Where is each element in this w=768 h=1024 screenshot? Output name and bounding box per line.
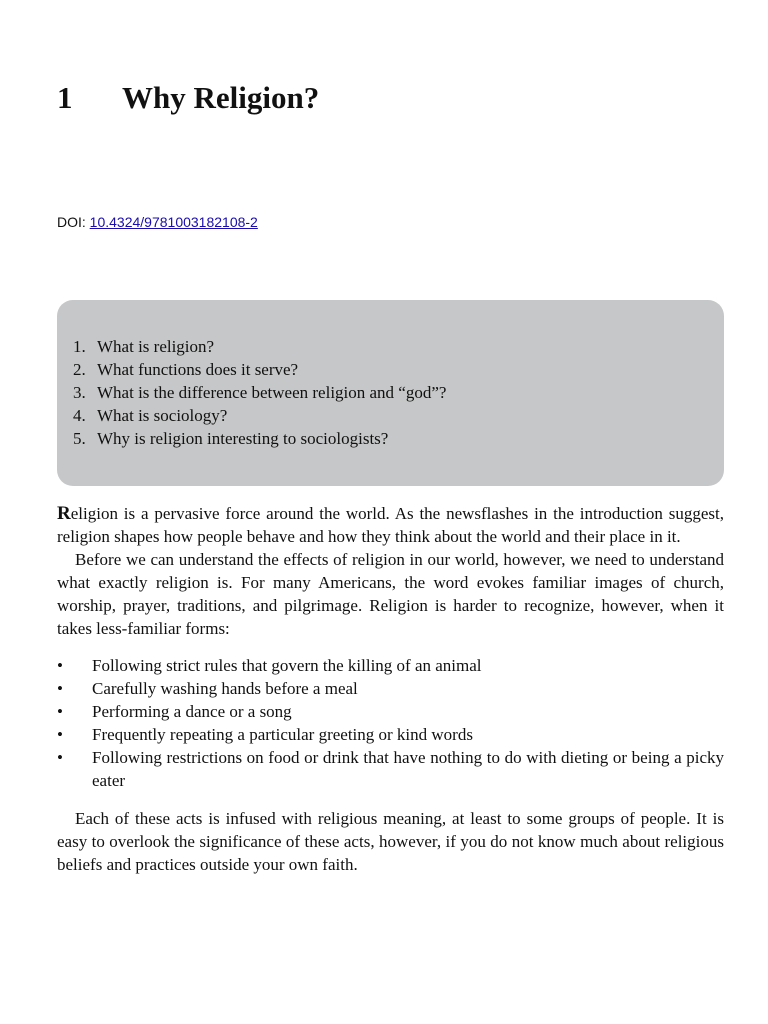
question-number: 3. — [73, 383, 86, 402]
learning-questions-box — [57, 300, 724, 486]
question-number: 2. — [73, 360, 86, 379]
bullet-dot: • — [57, 725, 63, 744]
question-text: Why is religion interesting to sociologists? — [97, 429, 389, 448]
paragraph-3: Each of these acts is infused with religious meaning, at least to some groups of people. It is easy to overlook the significance of these acts, however, if you do not know much about religious beliefs and practices outside your own faith. — [57, 809, 724, 874]
bullet-item — [57, 700, 724, 723]
question-text: What is the difference between religion and “god”? — [97, 383, 447, 402]
question-number: 1. — [73, 337, 86, 356]
question-item — [73, 358, 446, 381]
bullet-dot: • — [57, 702, 63, 721]
bullet-item — [57, 677, 724, 700]
bullet-item — [57, 746, 724, 792]
question-number: 5. — [73, 429, 86, 448]
chapter-heading — [57, 78, 319, 118]
question-item — [73, 335, 446, 358]
chapter-number: 1 — [57, 80, 73, 115]
question-text: What functions does it serve? — [97, 360, 299, 379]
question-number: 4. — [73, 406, 86, 425]
body-text — [57, 502, 724, 876]
question-item — [73, 427, 446, 450]
bullet-dot: • — [57, 748, 63, 767]
bullet-item — [57, 654, 724, 677]
bullet-text: Frequently repeating a particular greeting or kind words — [92, 725, 473, 744]
bullet-text: Performing a dance or a song — [92, 702, 292, 721]
doi-label: DOI: — [57, 214, 90, 230]
bullet-text: Carefully washing hands before a meal — [92, 679, 358, 698]
bullet-dot: • — [57, 656, 63, 675]
bullet-text: Following strict rules that govern the killing of an animal — [92, 656, 482, 675]
drop-cap: R — [57, 503, 71, 524]
doi-link[interactable]: 10.4324/9781003182108-2 — [89, 214, 258, 230]
paragraph-2: Before we can understand the effects of religion in our world, however, we need to understand what exactly religion is. For many Americans, the word evokes familiar images of church, worship, prayer, traditions, and pilgrimage. Religion is harder to recognize, however, when it takes less-familiar forms: — [57, 550, 724, 638]
bullet-list — [57, 654, 724, 792]
bullet-item — [57, 723, 724, 746]
doi-line — [57, 213, 258, 231]
paragraph-1-text: eligion is a pervasive force around the world. As the newsflashes in the introduction suggest, religion shapes how people behave and how they think about the world and their place in it. — [57, 504, 724, 546]
question-item — [73, 404, 446, 427]
question-text: What is religion? — [97, 337, 215, 356]
question-item — [73, 381, 446, 404]
questions-list — [73, 335, 446, 450]
question-text: What is sociology? — [97, 406, 228, 425]
bullet-dot: • — [57, 679, 63, 698]
paragraph-1 — [57, 502, 724, 548]
chapter-title: Why Religion? — [122, 80, 320, 115]
bullet-text: Following restrictions on food or drink that have nothing to do with dieting or being a picky eater — [92, 748, 724, 790]
